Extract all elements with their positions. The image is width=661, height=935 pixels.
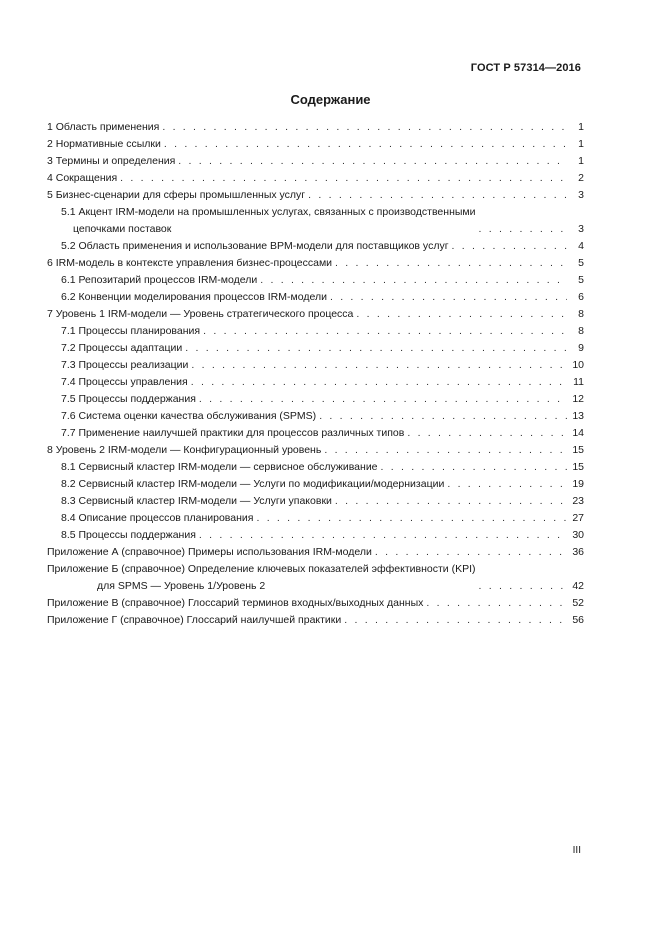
toc-entry-7-5[interactable]: [47, 391, 584, 408]
toc-entry-appendix-v[interactable]: [47, 595, 584, 612]
standard-code: ГОСТ Р 57314—2016: [470, 62, 581, 74]
toc-entry-7-1[interactable]: [47, 323, 584, 340]
toc-entry-page: 3: [578, 189, 584, 201]
toc-entry-text: 7.3 Процессы реализации: [61, 359, 189, 371]
toc-entry-page: 10: [572, 359, 584, 371]
toc-entry-text: 7.1 Процессы планирования: [61, 325, 201, 337]
toc-entry-text: Приложение В (справочное) Глоссарий терминов входных/выходных данных: [47, 597, 424, 609]
toc-entry-text: Приложение Г (справочное) Глоссарий наилучшей практики: [47, 614, 342, 626]
toc-entry-8-1[interactable]: [47, 459, 584, 476]
dot-leader: [452, 238, 567, 255]
toc-entry-7-6[interactable]: [47, 408, 584, 425]
toc-entry-page: 8: [578, 308, 584, 320]
toc-entry-page: 56: [572, 614, 584, 626]
dot-leader: [344, 612, 567, 629]
toc-entry-8[interactable]: [47, 442, 584, 459]
table-of-contents: [47, 119, 584, 629]
toc-entry-2[interactable]: [47, 136, 584, 153]
page-title: Содержание: [290, 92, 371, 107]
toc-entry-text: 7.6 Система оценки качества обслуживания (SPMS): [61, 410, 317, 422]
dot-leader: [120, 170, 567, 187]
toc-entry-5[interactable]: [47, 187, 584, 204]
toc-entry-text: 7.2 Процессы адаптации: [61, 342, 183, 354]
toc-entry-7[interactable]: [47, 306, 584, 323]
toc-entry-7-7[interactable]: [47, 425, 584, 442]
dot-leader: [479, 578, 567, 595]
dot-leader: [185, 340, 567, 357]
dot-leader: [256, 510, 567, 527]
dot-leader: [335, 255, 567, 272]
toc-entry-page: 30: [572, 529, 584, 541]
dot-leader: [162, 119, 567, 136]
toc-entry-page: 11: [573, 376, 584, 388]
toc-entry-page: 19: [572, 478, 584, 490]
toc-entry-page: 27: [572, 512, 584, 524]
dot-leader: [426, 595, 567, 612]
toc-entry-text: 6.1 Репозитарий процессов IRM-модели: [61, 274, 258, 286]
toc-entry-text: 7.7 Применение наилучшей практики для процессов различных типов: [61, 427, 405, 439]
dot-leader: [330, 289, 567, 306]
dot-leader: [324, 442, 567, 459]
dot-leader: [407, 425, 567, 442]
toc-entry-text: 8.3 Сервисный кластер IRM-модели — Услуги упаковки: [61, 495, 332, 507]
toc-entry-text: 6 IRM-модель в контексте управления бизнес-процессами: [47, 257, 333, 269]
toc-entry-text: 6.2 Конвенции моделирования процессов IRM-модели: [61, 291, 327, 303]
toc-entry-appendix-a[interactable]: [47, 544, 584, 561]
toc-entry-page: 15: [572, 461, 584, 473]
toc-entry-6-2[interactable]: [47, 289, 584, 306]
toc-entry-text: Приложение Б (справочное) Определение ключевых показателей эффективности (KPI): [47, 563, 476, 575]
toc-entry-text: 8 Уровень 2 IRM-модели — Конфигурационный уровень: [47, 444, 322, 456]
toc-entry-6-1[interactable]: [47, 272, 584, 289]
dot-leader: [199, 527, 567, 544]
page-number: III: [572, 845, 581, 856]
toc-entry-1[interactable]: [47, 119, 584, 136]
toc-entry-5-1[interactable]: [47, 204, 584, 238]
dot-leader: [356, 306, 567, 323]
toc-entry-text: 8.4 Описание процессов планирования: [61, 512, 254, 524]
toc-entry-page: 52: [572, 597, 584, 609]
toc-entry-page: 8: [578, 325, 584, 337]
dot-leader: [191, 357, 567, 374]
toc-entry-page: 6: [578, 291, 584, 303]
dot-leader: [335, 493, 567, 510]
toc-entry-page: 15: [572, 444, 584, 456]
toc-entry-page: 14: [572, 427, 584, 439]
toc-entry-text: 7.4 Процессы управления: [61, 376, 188, 388]
toc-entry-page: 2: [578, 172, 584, 184]
toc-entry-text: 4 Сокращения: [47, 172, 118, 184]
dot-leader: [381, 459, 567, 476]
toc-entry-page: 5: [578, 257, 584, 269]
toc-entry-text: 7.5 Процессы поддержания: [61, 393, 196, 405]
dot-leader: [178, 153, 567, 170]
toc-entry-page: 36: [572, 546, 584, 558]
toc-entry-7-3[interactable]: [47, 357, 584, 374]
dot-leader: [447, 476, 567, 493]
toc-entry-text: 8.1 Сервисный кластер IRM-модели — сервисное обслуживание: [61, 461, 378, 473]
toc-entry-text: 7 Уровень 1 IRM-модели — Уровень стратегического процесса: [47, 308, 354, 320]
toc-entry-text: 8.2 Сервисный кластер IRM-модели — Услуги по модификации/модернизации: [61, 478, 445, 490]
dot-leader: [191, 374, 567, 391]
toc-entry-page: 5: [578, 274, 584, 286]
dot-leader: [375, 544, 567, 561]
toc-entry-8-2[interactable]: [47, 476, 584, 493]
toc-entry-appendix-g[interactable]: [47, 612, 584, 629]
toc-entry-8-5[interactable]: [47, 527, 584, 544]
toc-entry-page: 3: [578, 223, 584, 235]
toc-entry-appendix-b[interactable]: [47, 561, 584, 595]
toc-entry-6[interactable]: [47, 255, 584, 272]
toc-entry-8-3[interactable]: [47, 493, 584, 510]
toc-entry-text: 1 Область применения: [47, 121, 160, 133]
dot-leader: [319, 408, 567, 425]
toc-entry-7-2[interactable]: [47, 340, 584, 357]
toc-entry-5-2[interactable]: [47, 238, 584, 255]
toc-entry-page: 23: [572, 495, 584, 507]
dot-leader: [199, 391, 567, 408]
toc-entry-8-4[interactable]: [47, 510, 584, 527]
toc-entry-text-continued: для SPMS — Уровень 1/Уровень 2: [97, 580, 266, 592]
toc-entry-page: 42: [572, 580, 584, 592]
toc-entry-page: 1: [578, 155, 584, 167]
toc-entry-text: 5 Бизнес-сценарии для сферы промышленных услуг: [47, 189, 306, 201]
dot-leader: [203, 323, 567, 340]
toc-entry-page: 9: [578, 342, 584, 354]
toc-entry-page: 13: [572, 410, 584, 422]
toc-entry-text: Приложение А (справочное) Примеры использования IRM-модели: [47, 546, 372, 558]
toc-entry-4[interactable]: [47, 170, 584, 187]
toc-entry-7-4[interactable]: [47, 374, 584, 391]
toc-entry-page: 1: [578, 121, 584, 133]
toc-entry-page: 12: [572, 393, 584, 405]
toc-entry-text-continued: цепочками поставок: [73, 223, 172, 235]
toc-entry-text: 8.5 Процессы поддержания: [61, 529, 196, 541]
toc-entry-text: 2 Нормативные ссылки: [47, 138, 161, 150]
dot-leader: [260, 272, 567, 289]
dot-leader: [479, 221, 568, 238]
toc-entry-3[interactable]: [47, 153, 584, 170]
toc-entry-text: 5.2 Область применения и использование BPM-модели для поставщиков услуг: [61, 240, 449, 252]
toc-entry-text: 3 Термины и определения: [47, 155, 176, 167]
dot-leader: [164, 136, 567, 153]
toc-entry-text: 5.1 Акцент IRM-модели на промышленных услугах, связанных с производственными: [61, 206, 476, 218]
dot-leader: [308, 187, 567, 204]
toc-entry-page: 4: [578, 240, 584, 252]
toc-entry-page: 1: [578, 138, 584, 150]
